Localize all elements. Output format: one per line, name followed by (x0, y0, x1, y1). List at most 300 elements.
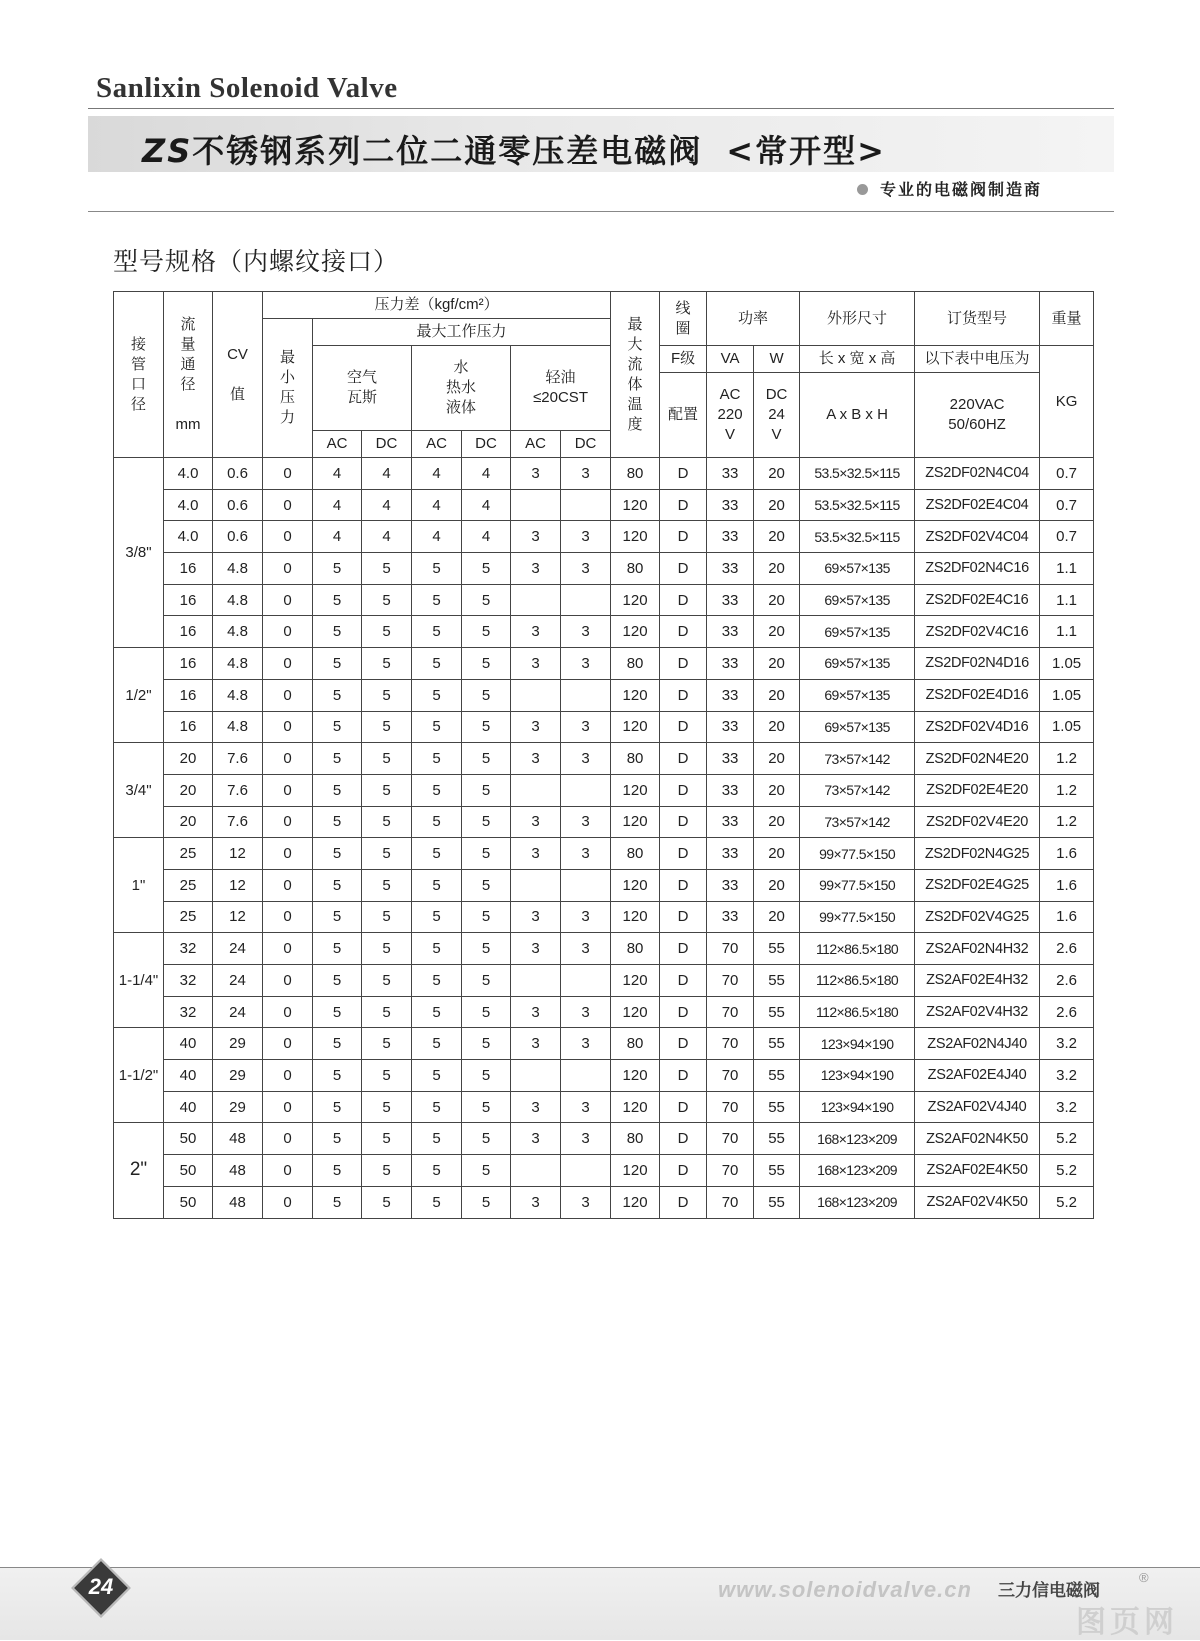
header-flow: 流 量 通 径 mm (164, 292, 213, 458)
table-row (114, 1028, 1094, 1060)
cell-order-model: ZS2DF02V4E20 (915, 806, 1040, 838)
cell-water-ac: 5 (412, 869, 462, 901)
cell-max-temp: 80 (611, 1028, 660, 1060)
cell-dimensions: 123×94×190 (800, 1091, 915, 1123)
cell-coil-config: D (660, 901, 707, 933)
cell-coil-config: D (660, 1186, 707, 1218)
cell-min-pressure: 0 (263, 553, 313, 585)
header-dims-abc: A x B x H (800, 373, 915, 458)
cell-power-va: 70 (707, 1155, 754, 1187)
cell-cv: 48 (213, 1186, 263, 1218)
cell-flow: 25 (164, 838, 213, 870)
cell-weight: 1.6 (1040, 869, 1094, 901)
cell-dimensions: 53.5×32.5×115 (800, 458, 915, 490)
cell-water-ac: 5 (412, 743, 462, 775)
cell-power-va: 33 (707, 584, 754, 616)
footer-brand: 三力信电磁阀 (998, 1581, 1100, 1601)
cell-min-pressure: 0 (263, 584, 313, 616)
cell-min-pressure: 0 (263, 806, 313, 838)
cell-air-dc: 5 (362, 901, 412, 933)
cell-oil-ac (511, 869, 561, 901)
cell-dimensions: 168×123×209 (800, 1155, 915, 1187)
cell-coil-config: D (660, 521, 707, 553)
cell-dimensions: 69×57×135 (800, 553, 915, 585)
cell-coil-config: D (660, 806, 707, 838)
cell-power-w: 20 (754, 648, 800, 680)
cell-power-va: 33 (707, 553, 754, 585)
cell-coil-config: D (660, 838, 707, 870)
cell-power-w: 20 (754, 869, 800, 901)
cell-weight: 5.2 (1040, 1155, 1094, 1187)
cell-max-temp: 80 (611, 743, 660, 775)
spec-table-body (114, 458, 1094, 1219)
cell-water-ac: 5 (412, 1028, 462, 1060)
cell-air-dc: 4 (362, 489, 412, 521)
cell-cv: 4.8 (213, 711, 263, 743)
cell-max-temp: 120 (611, 521, 660, 553)
cell-water-ac: 5 (412, 806, 462, 838)
header-air: 空气 瓦斯 (313, 346, 412, 431)
cell-air-dc: 5 (362, 648, 412, 680)
cell-water-dc: 5 (462, 1091, 511, 1123)
cell-oil-ac (511, 584, 561, 616)
cell-power-va: 33 (707, 648, 754, 680)
cell-weight: 1.05 (1040, 679, 1094, 711)
cell-oil-dc (561, 584, 611, 616)
cell-air-dc: 5 (362, 1028, 412, 1060)
cell-flow: 4.0 (164, 458, 213, 490)
cell-dimensions: 73×57×142 (800, 743, 915, 775)
cell-power-w: 20 (754, 584, 800, 616)
cell-min-pressure: 0 (263, 901, 313, 933)
cell-weight: 0.7 (1040, 489, 1094, 521)
cell-oil-ac: 3 (511, 1123, 561, 1155)
cell-power-w: 55 (754, 965, 800, 997)
cell-power-w: 55 (754, 1186, 800, 1218)
cell-air-dc: 5 (362, 869, 412, 901)
header-min-pressure: 最 小 压 力 (263, 319, 313, 458)
cell-coil-config: D (660, 584, 707, 616)
cell-order-model: ZS2DF02E4C16 (915, 584, 1040, 616)
cell-min-pressure: 0 (263, 458, 313, 490)
cell-air-ac: 5 (313, 1028, 362, 1060)
cell-cv: 29 (213, 1091, 263, 1123)
cell-power-va: 33 (707, 458, 754, 490)
header-dims-cn: 长 x 宽 x 高 (800, 346, 915, 373)
cell-air-ac: 5 (313, 838, 362, 870)
cell-oil-dc: 3 (561, 996, 611, 1028)
cell-air-ac: 5 (313, 648, 362, 680)
bullet-dot-icon (857, 184, 868, 195)
cell-weight: 1.6 (1040, 838, 1094, 870)
cell-power-va: 33 (707, 489, 754, 521)
cell-order-model: ZS2AF02V4K50 (915, 1186, 1040, 1218)
cell-flow: 40 (164, 1091, 213, 1123)
table-row (114, 869, 1094, 901)
header-oil-dc: DC (561, 431, 611, 458)
cell-min-pressure: 0 (263, 869, 313, 901)
cell-dimensions: 112×86.5×180 (800, 933, 915, 965)
cell-water-dc: 5 (462, 584, 511, 616)
cell-power-w: 20 (754, 458, 800, 490)
table-row (114, 553, 1094, 585)
cell-dimensions: 123×94×190 (800, 1060, 915, 1092)
cell-max-temp: 80 (611, 933, 660, 965)
cell-oil-ac: 3 (511, 996, 561, 1028)
cell-air-ac: 5 (313, 584, 362, 616)
cell-water-ac: 5 (412, 648, 462, 680)
cell-dimensions: 99×77.5×150 (800, 838, 915, 870)
cell-air-dc: 5 (362, 1091, 412, 1123)
cell-oil-ac: 3 (511, 901, 561, 933)
cell-min-pressure: 0 (263, 838, 313, 870)
cell-min-pressure: 0 (263, 774, 313, 806)
cell-cv: 4.8 (213, 648, 263, 680)
cell-water-ac: 5 (412, 1060, 462, 1092)
cell-power-va: 33 (707, 521, 754, 553)
cell-power-w: 20 (754, 806, 800, 838)
table-row (114, 965, 1094, 997)
cell-oil-dc (561, 774, 611, 806)
cell-oil-ac: 3 (511, 838, 561, 870)
cell-coil-config: D (660, 679, 707, 711)
cell-weight: 2.6 (1040, 996, 1094, 1028)
cell-air-dc: 5 (362, 1155, 412, 1187)
cell-dimensions: 168×123×209 (800, 1123, 915, 1155)
cell-oil-dc (561, 679, 611, 711)
cell-max-temp: 120 (611, 1091, 660, 1123)
cell-oil-ac: 3 (511, 458, 561, 490)
cell-port: 1/2" (114, 648, 164, 743)
cell-air-dc: 5 (362, 965, 412, 997)
cell-oil-ac: 3 (511, 1091, 561, 1123)
cell-water-ac: 5 (412, 553, 462, 585)
cell-cv: 48 (213, 1123, 263, 1155)
cell-water-dc: 4 (462, 489, 511, 521)
cell-max-temp: 120 (611, 1060, 660, 1092)
cell-power-va: 33 (707, 711, 754, 743)
cell-port: 3/8" (114, 458, 164, 648)
cell-oil-ac: 3 (511, 553, 561, 585)
table-row (114, 1123, 1094, 1155)
cell-oil-ac: 3 (511, 806, 561, 838)
cell-max-temp: 120 (611, 489, 660, 521)
cell-oil-ac (511, 679, 561, 711)
header-weight-unit: KG (1040, 346, 1094, 458)
cell-cv: 4.8 (213, 584, 263, 616)
cell-max-temp: 80 (611, 648, 660, 680)
cell-coil-config: D (660, 933, 707, 965)
cell-power-w: 55 (754, 996, 800, 1028)
cell-air-dc: 5 (362, 1060, 412, 1092)
cell-flow: 32 (164, 996, 213, 1028)
header-va: VA (707, 346, 754, 373)
cell-cv: 12 (213, 838, 263, 870)
cell-weight: 0.7 (1040, 521, 1094, 553)
cell-coil-config: D (660, 1091, 707, 1123)
cell-min-pressure: 0 (263, 1028, 313, 1060)
cell-air-ac: 5 (313, 1123, 362, 1155)
cell-water-dc: 5 (462, 743, 511, 775)
cell-power-va: 33 (707, 774, 754, 806)
table-row (114, 489, 1094, 521)
cell-weight: 3.2 (1040, 1028, 1094, 1060)
table-row (114, 1060, 1094, 1092)
cell-oil-dc: 3 (561, 743, 611, 775)
cell-air-dc: 4 (362, 521, 412, 553)
cell-water-dc: 4 (462, 458, 511, 490)
cell-coil-config: D (660, 711, 707, 743)
cell-water-ac: 5 (412, 838, 462, 870)
cell-water-dc: 5 (462, 1060, 511, 1092)
cell-max-temp: 120 (611, 806, 660, 838)
cell-water-ac: 5 (412, 679, 462, 711)
cell-air-ac: 5 (313, 933, 362, 965)
header-max-pressure: 最大工作压力 (313, 319, 611, 346)
header-max-temp: 最 大 流 体 温 度 (611, 292, 660, 458)
cell-air-ac: 5 (313, 1091, 362, 1123)
cell-min-pressure: 0 (263, 1186, 313, 1218)
cell-air-ac: 5 (313, 616, 362, 648)
cell-air-dc: 5 (362, 806, 412, 838)
cell-water-ac: 5 (412, 584, 462, 616)
cell-flow: 16 (164, 648, 213, 680)
cell-dimensions: 99×77.5×150 (800, 901, 915, 933)
cell-cv: 7.6 (213, 806, 263, 838)
cell-water-ac: 4 (412, 489, 462, 521)
cell-power-va: 33 (707, 806, 754, 838)
cell-oil-ac (511, 965, 561, 997)
table-row (114, 616, 1094, 648)
cell-coil-config: D (660, 996, 707, 1028)
table-row (114, 806, 1094, 838)
cell-weight: 1.05 (1040, 711, 1094, 743)
cell-water-dc: 5 (462, 711, 511, 743)
cell-max-temp: 80 (611, 1123, 660, 1155)
cell-power-va: 33 (707, 679, 754, 711)
cell-flow: 20 (164, 743, 213, 775)
title-main: 不锈钢系列二位二通零压差电磁阀 (192, 132, 703, 170)
cell-cv: 48 (213, 1155, 263, 1187)
cell-cv: 12 (213, 901, 263, 933)
cell-water-dc: 5 (462, 869, 511, 901)
cell-coil-config: D (660, 1060, 707, 1092)
cell-dimensions: 73×57×142 (800, 774, 915, 806)
cell-max-temp: 120 (611, 584, 660, 616)
cell-power-va: 33 (707, 838, 754, 870)
cell-flow: 25 (164, 869, 213, 901)
cell-order-model: ZS2AF02N4H32 (915, 933, 1040, 965)
cell-coil-config: D (660, 553, 707, 585)
header-oil-ac: AC (511, 431, 561, 458)
cell-water-ac: 4 (412, 458, 462, 490)
table-row (114, 521, 1094, 553)
cell-min-pressure: 0 (263, 489, 313, 521)
cell-max-temp: 80 (611, 458, 660, 490)
table-row (114, 774, 1094, 806)
cell-dimensions: 69×57×135 (800, 584, 915, 616)
header-w: W (754, 346, 800, 373)
cell-min-pressure: 0 (263, 1091, 313, 1123)
cell-oil-dc: 3 (561, 1123, 611, 1155)
cell-water-ac: 5 (412, 1123, 462, 1155)
cell-weight: 2.6 (1040, 965, 1094, 997)
cell-air-dc: 5 (362, 933, 412, 965)
cell-air-dc: 5 (362, 584, 412, 616)
table-row (114, 458, 1094, 490)
cell-air-ac: 5 (313, 806, 362, 838)
header-ac-volt: AC 220 V (707, 373, 754, 458)
spec-table (113, 291, 1094, 1219)
cell-air-dc: 5 (362, 553, 412, 585)
cell-oil-ac (511, 774, 561, 806)
cell-air-ac: 5 (313, 1186, 362, 1218)
cell-cv: 4.8 (213, 679, 263, 711)
cell-coil-config: D (660, 1123, 707, 1155)
cell-water-ac: 5 (412, 1091, 462, 1123)
header-power: 功率 (707, 292, 800, 346)
cell-flow: 50 (164, 1123, 213, 1155)
cell-water-dc: 4 (462, 521, 511, 553)
cell-flow: 25 (164, 901, 213, 933)
cell-min-pressure: 0 (263, 616, 313, 648)
cell-power-w: 55 (754, 1060, 800, 1092)
cell-power-w: 20 (754, 489, 800, 521)
cell-oil-ac: 3 (511, 1028, 561, 1060)
cell-air-ac: 5 (313, 1060, 362, 1092)
cell-max-temp: 120 (611, 901, 660, 933)
table-row (114, 711, 1094, 743)
cell-order-model: ZS2DF02N4G25 (915, 838, 1040, 870)
header-rule (88, 108, 1114, 109)
cell-water-dc: 5 (462, 553, 511, 585)
cell-air-dc: 5 (362, 774, 412, 806)
cell-water-ac: 5 (412, 901, 462, 933)
cell-cv: 24 (213, 933, 263, 965)
cell-coil-config: D (660, 489, 707, 521)
table-row (114, 838, 1094, 870)
header-order-volt: 220VAC 50/60HZ (915, 373, 1040, 458)
cell-air-ac: 5 (313, 996, 362, 1028)
cell-air-ac: 5 (313, 553, 362, 585)
cell-coil-config: D (660, 743, 707, 775)
cell-order-model: ZS2AF02E4J40 (915, 1060, 1040, 1092)
cell-min-pressure: 0 (263, 1060, 313, 1092)
cell-flow: 20 (164, 806, 213, 838)
cell-power-va: 70 (707, 965, 754, 997)
cell-port: 1" (114, 838, 164, 933)
cell-max-temp: 120 (611, 711, 660, 743)
cell-water-dc: 5 (462, 901, 511, 933)
cell-flow: 32 (164, 933, 213, 965)
cell-port: 3/4" (114, 743, 164, 838)
cell-air-ac: 4 (313, 489, 362, 521)
cell-flow: 20 (164, 774, 213, 806)
cell-oil-dc (561, 869, 611, 901)
cell-min-pressure: 0 (263, 1155, 313, 1187)
cell-water-dc: 5 (462, 774, 511, 806)
cell-min-pressure: 0 (263, 521, 313, 553)
cell-water-dc: 5 (462, 1186, 511, 1218)
cell-cv: 0.6 (213, 521, 263, 553)
cell-power-w: 20 (754, 616, 800, 648)
table-row (114, 1155, 1094, 1187)
cell-max-temp: 120 (611, 869, 660, 901)
cell-weight: 0.7 (1040, 458, 1094, 490)
cell-air-ac: 5 (313, 711, 362, 743)
cell-flow: 16 (164, 616, 213, 648)
cell-min-pressure: 0 (263, 933, 313, 965)
cell-oil-dc: 3 (561, 1186, 611, 1218)
cell-flow: 16 (164, 584, 213, 616)
cell-power-va: 70 (707, 1060, 754, 1092)
cell-dimensions: 69×57×135 (800, 711, 915, 743)
cell-power-w: 20 (754, 553, 800, 585)
cell-oil-ac: 3 (511, 1186, 561, 1218)
header-air-dc: DC (362, 431, 412, 458)
cell-dimensions: 99×77.5×150 (800, 869, 915, 901)
cell-oil-dc: 3 (561, 711, 611, 743)
cell-weight: 2.6 (1040, 933, 1094, 965)
cell-dimensions: 69×57×135 (800, 679, 915, 711)
cell-flow: 40 (164, 1028, 213, 1060)
cell-min-pressure: 0 (263, 965, 313, 997)
cell-port: 1-1/2" (114, 1028, 164, 1123)
header-weight: 重量 (1040, 292, 1094, 346)
cell-water-dc: 5 (462, 1155, 511, 1187)
cell-weight: 1.1 (1040, 553, 1094, 585)
cell-max-temp: 120 (611, 616, 660, 648)
brand-name: Sanlixin Solenoid Valve (96, 72, 398, 104)
cell-weight: 1.1 (1040, 616, 1094, 648)
cell-oil-dc: 3 (561, 521, 611, 553)
header-water-ac: AC (412, 431, 462, 458)
cell-min-pressure: 0 (263, 996, 313, 1028)
header-pressure-diff: 压力差（kgf/cm²） (263, 292, 611, 319)
cell-water-dc: 5 (462, 996, 511, 1028)
cell-oil-ac: 3 (511, 711, 561, 743)
cell-coil-config: D (660, 869, 707, 901)
cell-air-dc: 5 (362, 616, 412, 648)
cell-oil-ac (511, 1155, 561, 1187)
cell-max-temp: 120 (611, 774, 660, 806)
cell-weight: 3.2 (1040, 1060, 1094, 1092)
cell-dimensions: 69×57×135 (800, 616, 915, 648)
cell-air-ac: 5 (313, 774, 362, 806)
cell-dimensions: 112×86.5×180 (800, 965, 915, 997)
cell-order-model: ZS2DF02N4D16 (915, 648, 1040, 680)
cell-dimensions: 69×57×135 (800, 648, 915, 680)
cell-max-temp: 120 (611, 996, 660, 1028)
cell-cv: 4.8 (213, 616, 263, 648)
cell-water-dc: 5 (462, 648, 511, 680)
cell-oil-ac (511, 489, 561, 521)
cell-power-va: 70 (707, 933, 754, 965)
cell-power-w: 55 (754, 933, 800, 965)
watermark: 图页网 (1076, 1605, 1178, 1640)
cell-flow: 32 (164, 965, 213, 997)
cell-order-model: ZS2DF02N4C16 (915, 553, 1040, 585)
cell-order-model: ZS2AF02E4K50 (915, 1155, 1040, 1187)
header-order-note: 以下表中电压为 (915, 346, 1040, 373)
cell-water-ac: 5 (412, 965, 462, 997)
cell-cv: 0.6 (213, 458, 263, 490)
cell-power-w: 20 (754, 774, 800, 806)
cell-power-w: 55 (754, 1028, 800, 1060)
cell-oil-dc: 3 (561, 933, 611, 965)
cell-water-dc: 5 (462, 838, 511, 870)
cell-order-model: ZS2DF02E4E20 (915, 774, 1040, 806)
